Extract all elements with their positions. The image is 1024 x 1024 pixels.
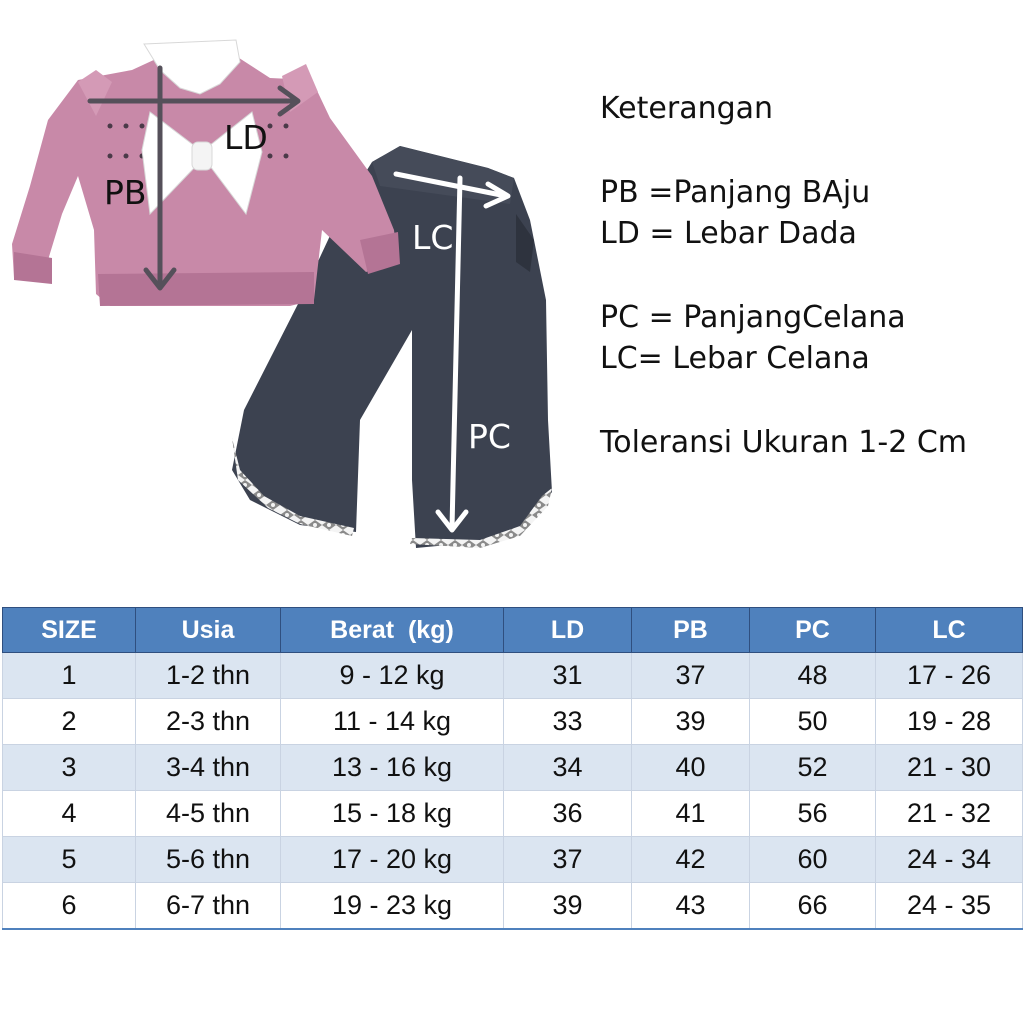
legend-tolerance: Toleransi Ukuran 1-2 Cm — [600, 425, 968, 460]
header-pc: PC — [750, 608, 876, 653]
cell-pb: 42 — [632, 837, 750, 883]
header-ld: LD — [504, 608, 632, 653]
cell-berat: 11 - 14 kg — [281, 699, 504, 745]
header-lc: LC — [876, 608, 1023, 653]
cell-ld: 37 — [504, 837, 632, 883]
table-row — [3, 791, 1023, 837]
cell-usia: 3-4 thn — [136, 745, 281, 791]
header-berat: Berat (kg) — [281, 608, 504, 653]
table-row — [3, 883, 1023, 930]
cell-ld: 36 — [504, 791, 632, 837]
cell-ld: 39 — [504, 883, 632, 930]
cell-pc: 48 — [750, 653, 876, 699]
legend-title: Keterangan — [600, 91, 774, 126]
cell-size: 5 — [3, 837, 136, 883]
table-row — [3, 699, 1023, 745]
cell-berat: 9 - 12 kg — [281, 653, 504, 699]
cell-ld: 34 — [504, 745, 632, 791]
header-pb: PB — [632, 608, 750, 653]
cell-pc: 66 — [750, 883, 876, 930]
cell-lc: 24 - 35 — [876, 883, 1023, 930]
legend-pc: PC = PanjangCelana — [600, 300, 906, 335]
cell-berat: 17 - 20 kg — [281, 837, 504, 883]
cell-size: 3 — [3, 745, 136, 791]
pc-label: PC — [468, 417, 511, 456]
cell-usia: 6-7 thn — [136, 883, 281, 930]
size-table — [2, 607, 1023, 930]
cell-lc: 21 - 32 — [876, 791, 1023, 837]
cell-usia: 5-6 thn — [136, 837, 281, 883]
cell-size: 6 — [3, 883, 136, 930]
legend-pb: PB =Panjang BAju — [600, 175, 871, 210]
cell-berat: 13 - 16 kg — [281, 745, 504, 791]
legend-panel — [600, 88, 1010, 463]
product-illustration — [0, 0, 600, 580]
cell-pb: 39 — [632, 699, 750, 745]
cell-lc: 17 - 26 — [876, 653, 1023, 699]
cell-size: 2 — [3, 699, 136, 745]
table-row — [3, 837, 1023, 883]
cell-pc: 56 — [750, 791, 876, 837]
legend-lc: LC= Lebar Celana — [600, 341, 870, 376]
legend-ld: LD = Lebar Dada — [600, 216, 857, 251]
cell-berat: 19 - 23 kg — [281, 883, 504, 930]
table-row — [3, 653, 1023, 699]
header-usia: Usia — [136, 608, 281, 653]
table-row — [3, 745, 1023, 791]
table-header-row — [3, 608, 1023, 653]
cell-pc: 52 — [750, 745, 876, 791]
cell-ld: 31 — [504, 653, 632, 699]
cell-lc: 19 - 28 — [876, 699, 1023, 745]
header-size: SIZE — [3, 608, 136, 653]
cell-size: 4 — [3, 791, 136, 837]
cell-usia: 1-2 thn — [136, 653, 281, 699]
cell-pb: 41 — [632, 791, 750, 837]
cell-lc: 24 - 34 — [876, 837, 1023, 883]
cell-ld: 33 — [504, 699, 632, 745]
cell-pc: 60 — [750, 837, 876, 883]
ld-label: LD — [224, 118, 268, 157]
lc-label: LC — [412, 218, 454, 257]
cell-usia: 2-3 thn — [136, 699, 281, 745]
cell-size: 1 — [3, 653, 136, 699]
cell-pb: 43 — [632, 883, 750, 930]
cell-lc: 21 - 30 — [876, 745, 1023, 791]
cell-pb: 40 — [632, 745, 750, 791]
cell-pb: 37 — [632, 653, 750, 699]
cell-pc: 50 — [750, 699, 876, 745]
cell-usia: 4-5 thn — [136, 791, 281, 837]
pb-label: PB — [104, 173, 147, 212]
cell-berat: 15 - 18 kg — [281, 791, 504, 837]
